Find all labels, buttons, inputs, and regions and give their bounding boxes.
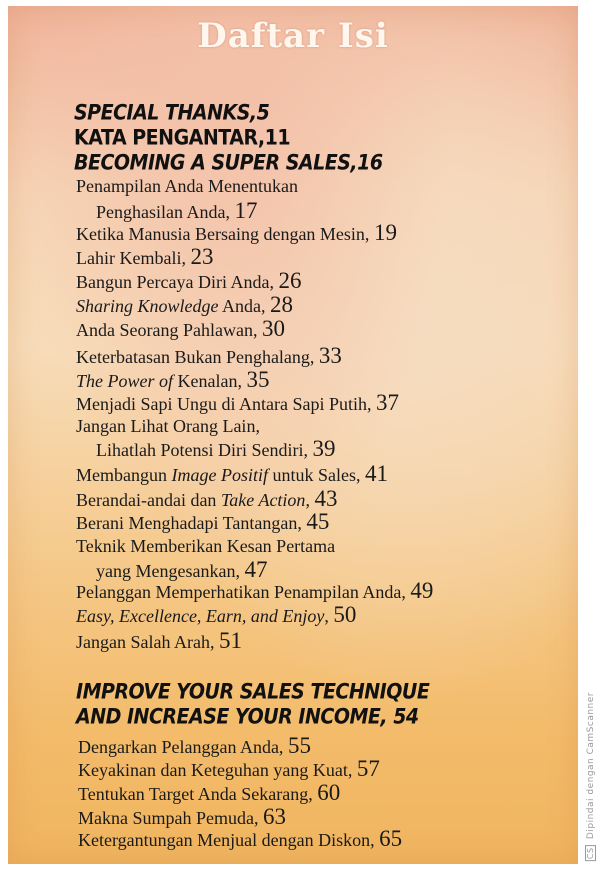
page-number: 55 (287, 733, 311, 758)
toc-entry: Dengarkan Pelanggan Anda, 55 (78, 733, 311, 758)
page-number: 23 (190, 244, 214, 269)
toc-entry: Keterbatasan Bukan Penghalang, 33 (76, 343, 342, 368)
page-number: 19 (373, 220, 397, 245)
toc-entry: Keyakinan dan Keteguhan yang Kuat, 57 (78, 756, 380, 781)
page-number: 33 (318, 343, 342, 368)
toc-entry: Penampilan Anda Menentukan (76, 176, 298, 196)
toc-entry: Ketika Manusia Bersaing dengan Mesin, 19 (76, 220, 397, 245)
toc-entry: Berani Menghadapi Tantangan, 45 (76, 509, 330, 534)
heading-improve-line1: IMPROVE YOUR SALES TECHNIQUE (76, 679, 430, 705)
heading-improve-line2: AND INCREASE YOUR INCOME, 54 (76, 704, 419, 730)
toc-entry: Bangun Percaya Diri Anda, 26 (76, 268, 302, 293)
page-number: 63 (262, 804, 286, 829)
page-number: 65 (379, 826, 403, 851)
page-number: 39 (312, 436, 336, 461)
page-number: 47 (244, 557, 268, 582)
toc-entry: Lahir Kembali, 23 (76, 244, 214, 269)
heading-special-thanks: SPECIAL THANKS,5 (74, 100, 270, 126)
toc-entry: Membangun Image Positif untuk Sales, 41 (76, 461, 388, 486)
toc-entry: Jangan Lihat Orang Lain, (76, 416, 260, 436)
heading-kata-pengantar: KATA PENGANTAR,11 (74, 125, 291, 151)
toc-entry: yang Mengesankan, 47 (96, 557, 268, 582)
toc-entry: Makna Sumpah Pemuda, 63 (78, 804, 286, 829)
page-number: 28 (270, 292, 293, 317)
page-number: 60 (317, 780, 341, 805)
page-number: 37 (375, 390, 399, 415)
page-number: 26 (278, 268, 302, 293)
page-number: 43 (314, 486, 338, 511)
heading-becoming-super-sales: BECOMING A SUPER SALES,16 (74, 150, 383, 176)
book-page (8, 6, 578, 864)
page-number: 50 (333, 602, 357, 627)
toc-entry: Tentukan Target Anda Sekarang, 60 (78, 780, 341, 805)
page-title: Daftar Isi (197, 16, 389, 56)
toc-entry: Jangan Salah Arah, 51 (76, 628, 242, 653)
toc-entry: Teknik Memberikan Kesan Pertama (76, 536, 336, 556)
page-number: 41 (364, 461, 388, 486)
toc-entry: Easy, Excellence, Earn, and Enjoy, 50 (76, 602, 357, 627)
toc-entry: Pelanggan Memperhatikan Penampilan Anda, 49 (76, 578, 434, 603)
camscanner-logo-icon: CS (586, 847, 595, 859)
toc-entry: Menjadi Sapi Ungu di Antara Sapi Putih, 37 (76, 390, 399, 415)
toc-entry: Anda Seorang Pahlawan, 30 (76, 316, 285, 341)
page-number: 45 (306, 509, 330, 534)
toc-entry: The Power of Kenalan, 35 (76, 367, 270, 392)
page-number: 49 (410, 578, 434, 603)
page-number: 30 (261, 316, 285, 341)
toc-entry: Penghasilan Anda, 17 (96, 198, 258, 223)
page-number: 57 (356, 756, 380, 781)
toc-entry: Sharing Knowledge Anda, 28 (76, 292, 293, 317)
page-number: 35 (246, 367, 270, 392)
toc-entry: Ketergantungan Menjual dengan Diskon, 65 (78, 826, 403, 851)
watermark-text: Dipindai dengan CamScanner (586, 691, 596, 839)
camscanner-watermark (585, 692, 596, 861)
page-number: 51 (218, 628, 242, 653)
toc-entry: Lihatlah Potensi Diri Sendiri, 39 (96, 436, 336, 461)
page-number: 17 (234, 198, 258, 223)
toc-entry: Berandai-andai dan Take Action, 43 (76, 486, 338, 511)
